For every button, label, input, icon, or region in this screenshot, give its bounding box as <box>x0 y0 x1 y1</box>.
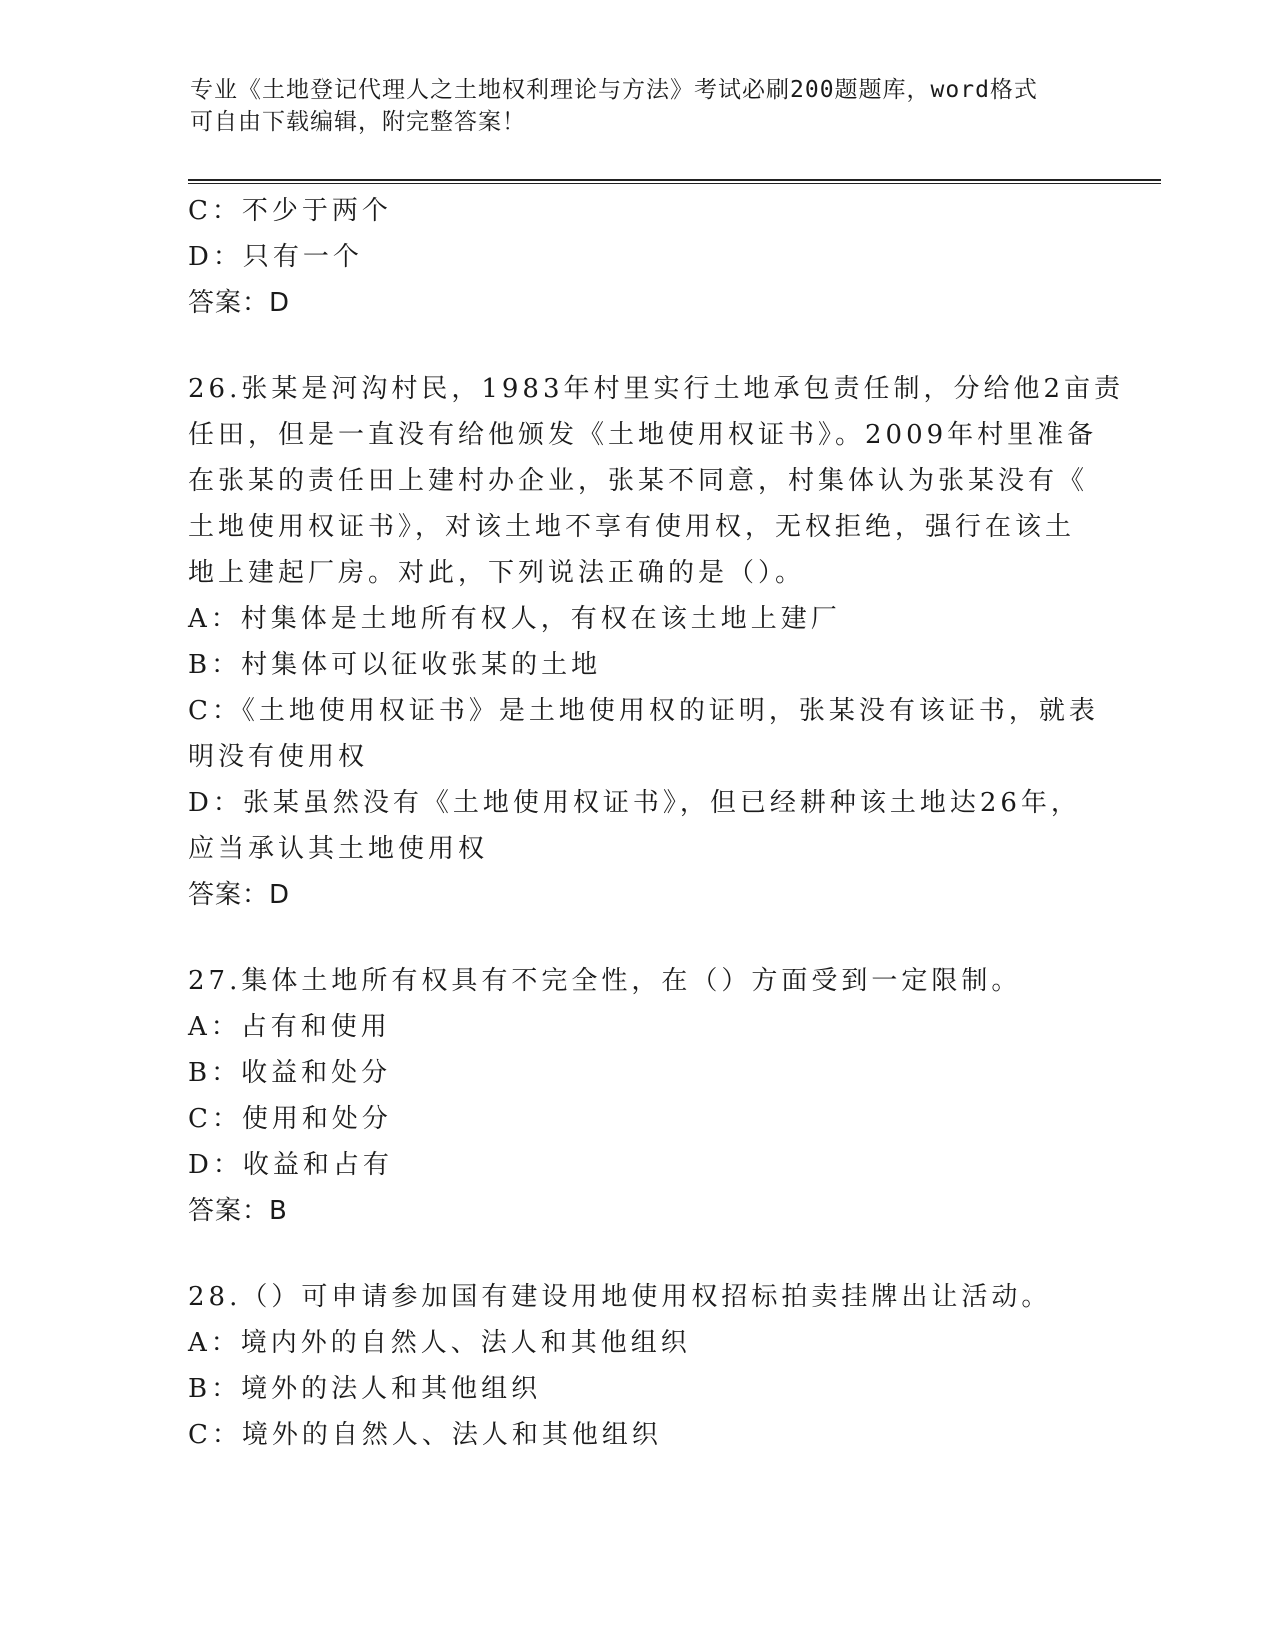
question-28 <box>188 1274 1088 1458</box>
question-spacer <box>188 1234 1088 1274</box>
option-line: A：村集体是土地所有权人，有权在该土地上建厂 <box>188 604 841 634</box>
option-line: C：境外的自然人、法人和其他组织 <box>188 1420 662 1450</box>
option-line: C：不少于两个 <box>188 196 392 226</box>
option-line: A：境内外的自然人、法人和其他组织 <box>188 1328 691 1358</box>
option-line: 明没有使用权 <box>188 742 369 772</box>
document-header <box>190 74 1090 138</box>
previous-question-tail <box>188 188 1088 326</box>
answer-line: 答案：D <box>188 880 291 910</box>
question-stem-line: 在张某的责任田上建村办企业，张某不同意，村集体认为张某没有《 <box>188 466 1089 496</box>
question-spacer <box>188 918 1088 958</box>
option-line: D：收益和占有 <box>188 1150 393 1180</box>
question-stem-line: 任田，但是一直没有给他颁发《土地使用权证书》。2009年村里准备 <box>188 420 1098 450</box>
question-stem-line: 26.张某是河沟村民，1983年村里实行土地承包责任制，分给他2亩责 <box>188 374 1125 404</box>
option-line: B：境外的法人和其他组织 <box>188 1374 542 1404</box>
option-line: D：张某虽然没有《土地使用权证书》，但已经耕种该土地达26年， <box>188 788 1081 818</box>
question-stem-line: 地上建起厂房。对此，下列说法正确的是（）。 <box>188 558 806 588</box>
option-line: 应当承认其土地使用权 <box>188 834 489 864</box>
header-line-2: 可自由下载编辑，附完整答案！ <box>190 109 526 135</box>
option-line: D：只有一个 <box>188 242 363 272</box>
answer-line: 答案：B <box>188 1196 288 1226</box>
header-divider <box>188 179 1161 184</box>
question-spacer <box>188 326 1088 366</box>
option-line: C：《土地使用权证书》是土地使用权的证明，张某没有该证书，就表 <box>188 696 1099 726</box>
option-line: C：使用和处分 <box>188 1104 392 1134</box>
question-stem-line: 土地使用权证书》，对该土地不享有使用权，无权拒绝，强行在该土 <box>188 512 1076 542</box>
option-line: B：村集体可以征收张某的土地 <box>188 650 602 680</box>
question-stem-line: 28.（）可申请参加国有建设用地使用权招标拍卖挂牌出让活动。 <box>188 1282 1052 1312</box>
option-line: A：占有和使用 <box>188 1012 391 1042</box>
header-line-1: 专业《土地登记代理人之土地权利理论与方法》考试必刷200题题库，word格式 <box>190 77 1038 103</box>
option-line: B：收益和处分 <box>188 1058 392 1088</box>
answer-line: 答案：D <box>188 288 291 318</box>
question-stem-line: 27.集体土地所有权具有不完全性，在（）方面受到一定限制。 <box>188 966 1022 996</box>
question-27 <box>188 958 1088 1234</box>
document-body <box>188 188 1125 1458</box>
question-26 <box>188 366 1125 918</box>
